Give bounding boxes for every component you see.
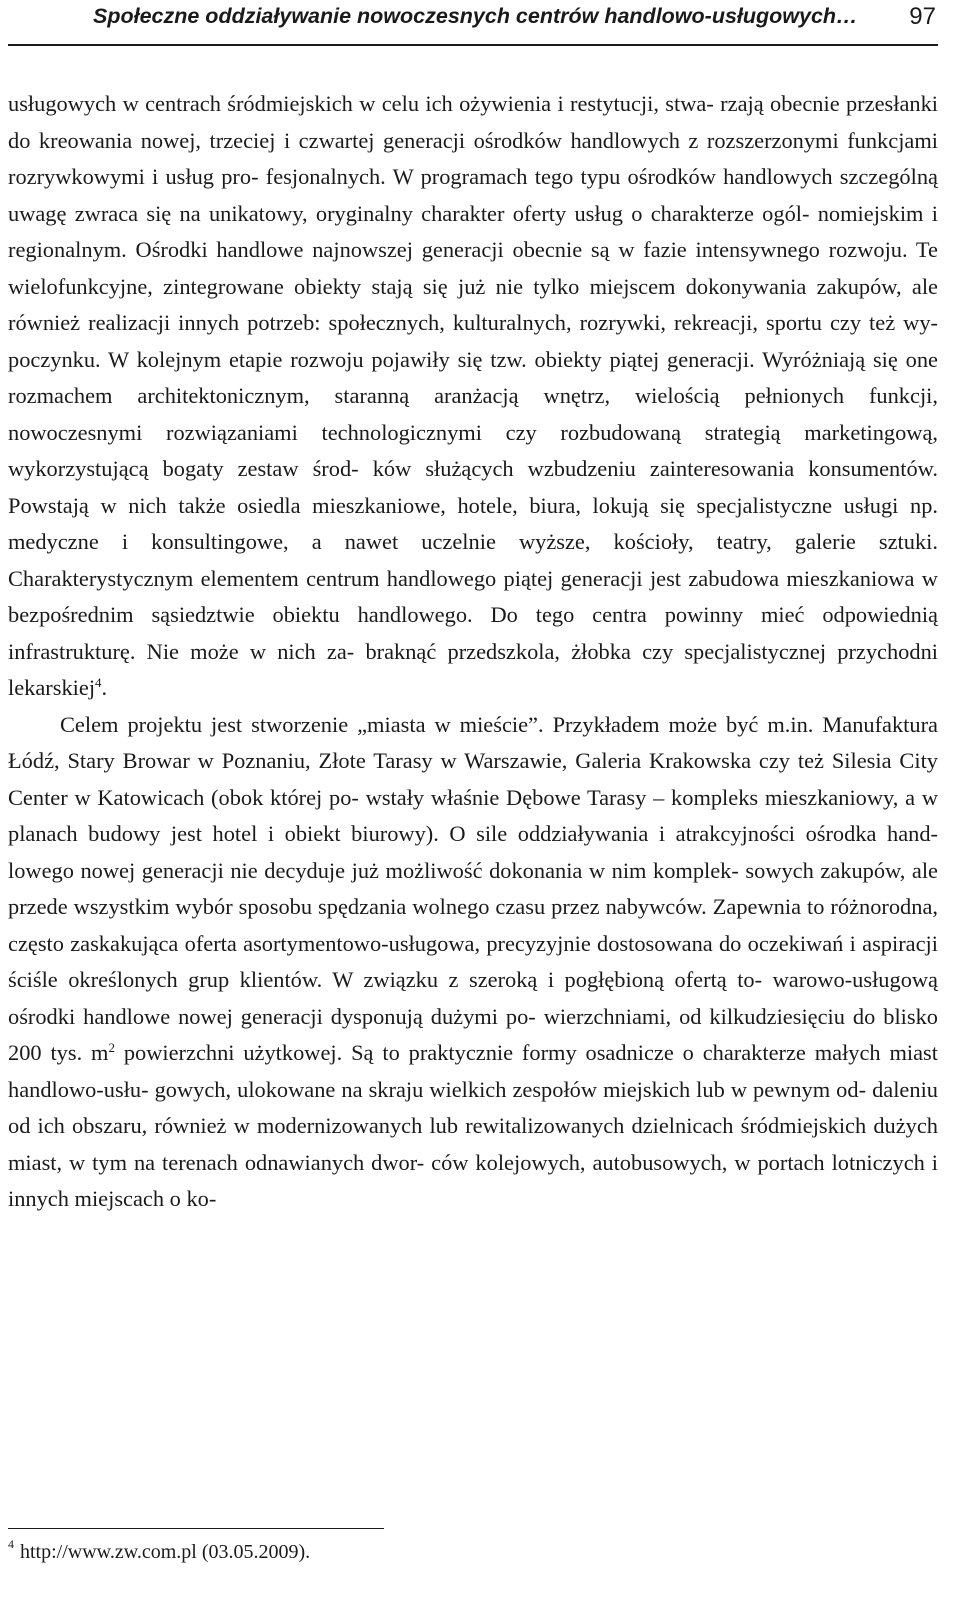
text-line: Celem projektu jest stworzenie „miasta w mieście”. Przykładem może być <box>60 711 759 737</box>
text-line: ców kolejowych, autobusowych, w portach lotniczych i innych miejscach o ko- <box>8 1149 938 1211</box>
text-line: fesjonalnych. W programach tego typu ośrodków handlowych szczególną uwagę <box>8 164 938 226</box>
footnote-text: http://www.zw.com.pl (03.05.2009). <box>20 1541 311 1563</box>
text-line: rzają obecnie przesłanki do kreowania nowej, trzeciej i czwartej generacji <box>8 91 938 153</box>
text-line: Są to praktycznie formy osadnicze o charakterze małych miast handlowo-usłu- <box>8 1040 938 1102</box>
text-line: czasu przez nabywców. Zapewnia to różnorodna, często zaskakująca oferta <box>8 894 938 956</box>
text-line: medyczne i konsultingowe, a nawet uczelnie wyższe, kościoły, teatry, galerie <box>8 529 856 554</box>
text-line: w fazie intensywnego rozwoju. Te wielofunkcyjne, zintegrowane obiekty stają <box>8 237 938 299</box>
paragraph-1-last-line: braknąć przedszkola, żłobka czy specjalistycznej przychodni lekarskiej <box>8 638 938 700</box>
footnote-number: 4 <box>8 1537 14 1551</box>
text-line: poczynku. W kolejnym etapie rozwoju pojawiły się tzw. obiekty piątej generacji. <box>8 346 755 372</box>
area-superscript: 2 <box>108 1040 115 1055</box>
paragraph-1 <box>8 86 938 707</box>
running-title: Społeczne oddziaływanie nowoczesnych centrów handlowo-usługowych… <box>93 4 858 28</box>
text-line: potrzeb: społecznych, kulturalnych, rozrywki, rekreacji, sportu czy też wy- <box>247 310 938 335</box>
text-line: gowych, ulokowane na skraju wielkich zespołów miejskich lub w pewnym od- <box>154 1076 867 1102</box>
text-line: sowych zakupów, ale przede wszystkim wybór sposobu spędzania wolnego <box>8 857 938 919</box>
text-line: asortymentowo-usługowa, precyzyjnie dostosowana do oczekiwań i aspiracji <box>243 930 938 956</box>
text-line: dzielnicach śródmiejskich dużych miast, w tym na terenach odnawianych dwor- <box>8 1113 938 1175</box>
text-line: wstały właśnie Dębowe Tarasy – kompleks mieszkaniowy, a w planach budowy <box>8 784 938 846</box>
text-line: także osiedla mieszkaniowe, hotele, biura, lokują się specjalistyczne usługi np. <box>178 492 938 518</box>
text-line: wielością pełnionych funkcji, nowoczesnymi rozwiązaniami technologicznymi <box>8 383 938 445</box>
text-line: ków służących wzbudzeniu zainteresowania konsumentów. Powstają w nich <box>8 456 938 518</box>
footnote-reference: 4 <box>95 675 102 690</box>
text-line: jest hotel i obiekt biurowy). O sile oddziaływania i atrakcyjności ośrodka hand- <box>170 821 938 846</box>
text-line: warowo-usługową ośrodki handlowe nowej generacji dysponują dużymi po- <box>8 967 938 1029</box>
footnote <box>8 1537 311 1564</box>
text-line: ściśle określonych grup klientów. W związku z szeroką i pogłębioną ofertą to- <box>8 967 763 992</box>
page-number: 97 <box>909 3 936 30</box>
text-line: zwraca się na unikatowy, oryginalny charakter oferty usług o charakterze ogól- <box>74 200 810 226</box>
paragraph-2-lines <box>8 712 938 1029</box>
running-header <box>8 0 938 46</box>
body-text <box>8 86 938 1218</box>
paragraph-1-end: . <box>101 675 108 700</box>
text-line: daleniu od ich obszaru, również w modernizowanych lub rewitalizowanych <box>8 1076 938 1138</box>
text-line: czy rozbudowaną strategią marketingową, wykorzystującą bogaty zestaw środ- <box>8 419 938 481</box>
area-line-before: wierzchniami, od kilkudziesięciu do blisko 200 tys. m <box>8 1003 938 1065</box>
text-line: jest zabudowa mieszkaniowa w bezpośrednim sąsiedztwie obiektu handlowego. <box>8 565 938 627</box>
text-line: Wyróżniają się one rozmachem architektonicznym, staranną aranżacją wnętrz, <box>8 346 938 408</box>
paragraph-1-lines <box>8 91 938 664</box>
text-line: m.in. Manufaktura Łódź, Stary Browar w Poznaniu, Złote Tarasy w Warszawie, <box>8 711 938 773</box>
text-line: sztuki. Charakterystycznym elementem centrum handlowego piątej generacji <box>8 529 938 591</box>
text-line: Do tego centra powinny mieć odpowiednią infrastrukturę. Nie może w nich za- <box>8 602 938 664</box>
text-line: ośrodków handlowych z rozszerzonymi funkcjami rozrywkowymi i usług pro- <box>8 127 938 189</box>
footnote-separator <box>8 1528 384 1529</box>
text-line: nomiejskim i regionalnym. Ośrodki handlowe najnowszej generacji obecnie są <box>8 200 938 262</box>
text-line: usługowych w centrach śródmiejskich w celu ich ożywienia i restytucji, stwa- <box>8 91 714 116</box>
area-line-after: powierzchni użytkowej. <box>114 1040 343 1065</box>
paragraph-2 <box>8 707 938 1218</box>
text-line: lowego nowej generacji nie decyduje już możliwość dokonania w nim komplek- <box>8 857 739 883</box>
text-line: się już nie tylko miejscem dokonywania zakupów, ale również realizacji innych <box>8 273 938 335</box>
paragraph-2-tail <box>8 1040 938 1211</box>
text-line: Galeria Krakowska czy też Silesia City Center w Katowicach (obok której po- <box>8 748 938 810</box>
